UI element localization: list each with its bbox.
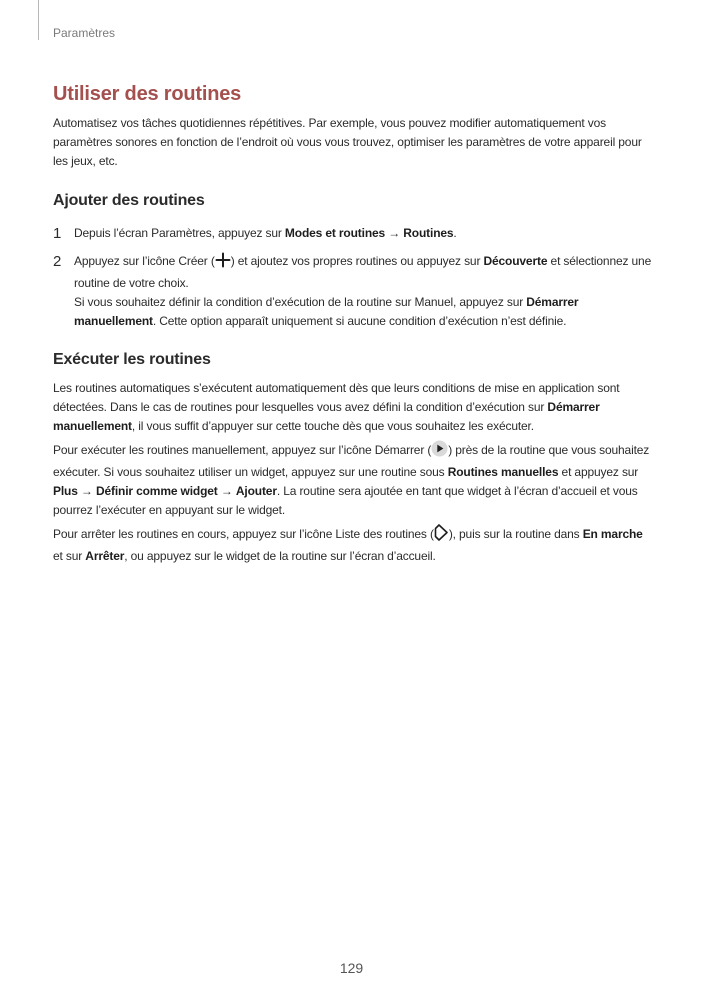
steps-list xyxy=(53,224,653,331)
text: Depuis l’écran Paramètres, appuyez sur xyxy=(74,226,285,240)
main-content xyxy=(53,80,653,566)
text: ), puis sur la routine dans xyxy=(448,527,583,541)
step-2-note xyxy=(74,293,653,331)
menu-routines-manuelles: Routines manuelles xyxy=(447,465,559,479)
menu-en-marche: En marche xyxy=(582,527,643,541)
step-body xyxy=(74,224,457,243)
menu-ajouter: Ajouter xyxy=(235,484,277,498)
text: Si vous souhaitez définir la condition d’exécution de la routine sur Manuel, appuyez sur xyxy=(74,295,527,309)
menu-decouverte: Découverte xyxy=(483,254,548,268)
page-number: 129 xyxy=(339,960,364,976)
step-1-text xyxy=(74,224,457,243)
text: et sélectionnez une routine de votre choix. xyxy=(74,254,652,290)
step-number: 2 xyxy=(53,253,62,270)
exec-routines-heading: Exécuter les routines xyxy=(53,351,211,368)
step-2-text xyxy=(74,252,653,293)
text: et sur xyxy=(53,549,86,563)
routine-list-icon xyxy=(434,524,449,547)
text: Pour arrêter les routines en cours, appuyez sur l’icône Liste des routines ( xyxy=(53,527,434,541)
plus-icon xyxy=(215,252,231,274)
menu-modes-routines: Modes et routines xyxy=(284,226,386,240)
menu-routines: Routines xyxy=(403,226,454,240)
arrow: → xyxy=(217,484,236,498)
text: Appuyez sur l’icône Créer ( xyxy=(74,254,215,268)
arrow: → xyxy=(385,226,404,240)
text: et appuyez sur xyxy=(558,465,639,479)
text: . xyxy=(453,226,457,240)
text: ) et ajoutez vos propres routines ou appuyez sur xyxy=(230,254,484,268)
text: Les routines automatiques s’exécutent automatiquement dès que leurs conditions de mise en application sont détectées. Dans le cas de routines pour lesquelles vous avez défini la condition d’exécution sur xyxy=(53,381,620,414)
text: . La routine sera ajoutée en tant que widget à l’écran d’accueil et vous pourrez l’exécuter en appuyant sur le widget. xyxy=(53,484,638,517)
text: , ou appuyez sur le widget de la routine sur l’écran d’accueil. xyxy=(124,549,436,563)
menu-plus: Plus xyxy=(53,484,78,498)
text: , il vous suffit d’appuyer sur cette touche dès que vous souhaitez les exécuter. xyxy=(131,419,534,433)
exec-paragraph-3 xyxy=(53,524,653,566)
menu-arreter: Arrêter xyxy=(85,549,125,563)
step-1 xyxy=(53,224,653,243)
breadcrumb: Paramètres xyxy=(53,26,116,40)
text: . Cette option apparaît uniquement si aucune condition d’exécution n’est définie. xyxy=(152,314,567,328)
menu-demarrer-manuellement: Démarrer manuellement xyxy=(53,400,600,433)
add-routines-heading: Ajouter des routines xyxy=(53,192,205,209)
page-title: Utiliser des routines xyxy=(53,83,242,105)
play-icon xyxy=(431,440,448,463)
menu-demarrer-manuellement: Démarrer manuellement xyxy=(74,295,579,328)
exec-paragraph-1 xyxy=(53,379,653,436)
exec-paragraph-2 xyxy=(53,440,653,520)
text: ) près de la routine que vous souhaitez exécuter. Si vous souhaitez utiliser un widget, appuyez sur une routine sous xyxy=(53,443,650,479)
text: Pour exécuter les routines manuellement, appuyez sur l’icône Démarrer ( xyxy=(53,443,432,457)
step-2 xyxy=(53,252,653,331)
intro-paragraph: Automatisez vos tâches quotidiennes répétitives. Par exemple, vous pouvez modifier automatiquement vos paramètres sonores en fonction de l’endroit où vous vous trouvez, optimiser les paramètres de votre appareil pour les jeux, etc. xyxy=(53,116,642,168)
step-body xyxy=(74,252,653,331)
header-divider xyxy=(38,0,39,40)
step-number: 1 xyxy=(53,225,62,242)
menu-definir-widget: Définir comme widget xyxy=(95,484,218,498)
arrow: → xyxy=(77,484,96,498)
